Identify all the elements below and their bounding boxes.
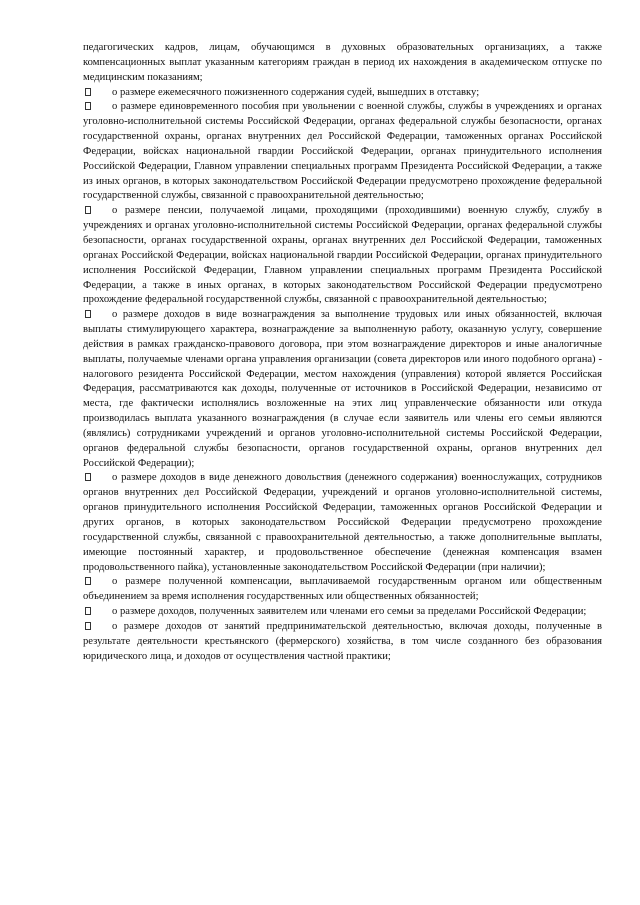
list-item [83,471,602,575]
bullet-box-icon [83,605,112,620]
bullet-box-icon [83,620,112,635]
list-item-text: о размере ежемесячного пожизненного содержания судей, вышедших в отставку; [112,86,480,98]
list-item-text: о размере доходов в виде вознаграждения за выполнение трудовых или иных обязанностей, включая выплаты стимулирующего характера, вознаграждение за выполненную работу, оказанную услугу, совершение действия в рамках гражданско-правового договора, при этом вознаграждение директоров и иные аналогичные выплаты, получаемые членами органа управления организации (совета директоров или иного подобного органа) - налогового резидента Российской Федерации, местом нахождения (управления) которой является Российская Федерация, рассматриваются как доходы, полученные от источников в Российской Федерации, независимо от места, где фактически исполнялись возложенные на этих лиц управленческие обязанности или откуда производилась выплата указанного вознаграждения (в случае если заявитель или члены его семьи являются (являлись) сотрудниками учреждений и органов уголовно-исполнительной системы Российской Федерации, органов федеральной службы безопасности, органов государственной охраны, органов внутренних дел Российской Федерации); [83,309,602,469]
list-item [83,86,602,101]
bullet-box-icon [83,204,112,219]
list-item-text: о размере пенсии, получаемой лицами, проходящими (проходившими) военную службу, службу в учреждениях и органах уголовно-исполнительной системы Российской Федерации, органах федеральной службы безопасности, органах государственной охраны, органах внутренних дел Российской Федерации, таможенных органах Российской Федерации, войсках национальной гвардии Российской Федерации, органах принудительного исполнения Российской Федерации, Главном управлении специальных программ Президента Российской Федерации, а также в иных органах, в которых законодательством Российской Федерации предусмотрено прохождение федеральной государственной службы, связанной с правоохранительной деятельностью; [83,205,602,306]
list-item-text: о размере доходов в виде денежного довольствия (денежного содержания) военнослужащих, сотрудников органов внутренних дел Российской Федерации, учреждений и органов уголовно-исполнительной системы, органов принудительного исполнения Российской Федерации, таможенных органов Российской Федерации и других органов, в которых законодательством Российской Федерации предусмотрено прохождение государственной службы, связанной с правоохранительной деятельностью, а также дополнительные выплаты, имеющие постоянный характер, и продовольственное обеспечение (денежная компенсация взамен продовольственного пайка), установленные законодательством Российской Федерации (при наличии); [83,472,602,573]
bullet-box-icon [83,100,112,115]
bullet-box-icon [83,471,112,486]
list-item [83,204,602,308]
intro-paragraph: педагогических кадров, лицам, обучающимся в духовных образовательных организациях, а также компенсационных выплат указанным категориям граждан в период их нахождения в академическом отпуске по медицинским показаниям; [83,42,602,83]
list-item-text: о размере единовременного пособия при увольнении с военной службы, службы в учреждениях и органах уголовно-исполнительной системы Российской Федерации, органах федеральной службы безопасности, органах государственной охраны, органах внутренних дел Российской Федерации, таможенных органах Российской Федерации, войсках национальной гвардии Российской Федерации, органах принудительного исполнения Российской Федерации, Главном управлении специальных программ Президента Российской Федерации, а также из иных органов, в которых законодательством Российской Федерации предусмотрено прохождение федеральной государственной службы, связанной с правоохранительной деятельностью; [83,101,602,202]
list-item-text: о размере полученной компенсации, выплачиваемой государственным органом или общественным объединением за время исполнения государственных или общественных обязанностей; [83,576,602,603]
bullet-box-icon [83,86,112,101]
bullet-box-icon [83,575,112,590]
list-item [83,308,602,471]
list-item-text: о размере доходов, полученных заявителем или членами его семьи за пределами Российской Федерации; [112,606,587,618]
bullet-box-icon [83,308,112,323]
list-item [83,620,602,665]
list-item-text: о размере доходов от занятий предпринимательской деятельностью, включая доходы, полученные в результате деятельности крестьянского (фермерского) хозяйства, в том числе созданного без образования юридического лица, и доходов от осуществления частной практики; [83,620,602,662]
document-body [83,41,602,664]
list-item [83,100,602,204]
list-item [83,605,602,620]
list-item [83,575,602,605]
